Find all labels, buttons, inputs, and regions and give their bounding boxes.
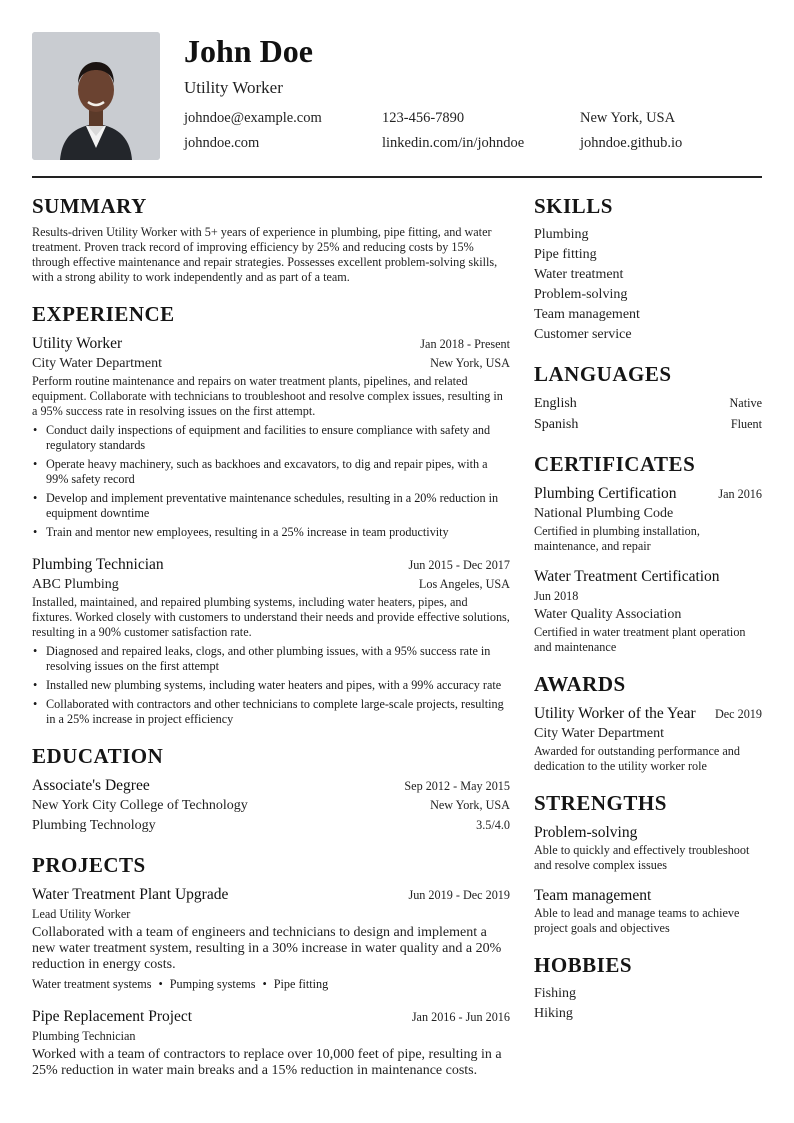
certificate-description: Certified in water treatment plant operation and maintenance (534, 625, 746, 654)
skill-item: Water treatment (534, 267, 624, 282)
hobby-item: Fishing (534, 986, 577, 1001)
language-name: English (534, 396, 577, 411)
project-tag: Water treatment systems (32, 977, 152, 991)
languages-section (534, 361, 762, 435)
language-level: Fluent (730, 417, 762, 431)
skill-item: Pipe fitting (534, 247, 597, 262)
languages-heading: LANGUAGES (534, 362, 672, 386)
strength-description: Able to quickly and effectively troubleshoot and resolve complex issues (534, 843, 750, 872)
tag-separator-icon: • (158, 977, 163, 991)
language-item (534, 393, 762, 414)
project-tag: Pipe fitting (273, 977, 329, 991)
contact-email[interactable]: johndoe@example.com (184, 110, 322, 126)
project-description: Collaborated with a team of engineers and technicians to design and implement a new water treatment system, resulting in a 30% increase in water quality and a 20% reduction in energy costs. (32, 925, 502, 972)
job-bullet: • Operate heavy machinery, such as backhoes and excavators, to dig and repair pipes, with a 99% safety record (33, 457, 488, 486)
contact-github[interactable]: johndoe.github.io (580, 135, 683, 151)
bullet-icon: • (33, 423, 38, 437)
right-column (534, 193, 762, 1040)
person-portrait-icon (32, 32, 160, 160)
strength-item (534, 822, 762, 873)
award-name: Utility Worker of the Year (534, 705, 696, 722)
education-heading: EDUCATION (32, 744, 164, 768)
job-bullet: • Train and mentor new employees, resulting in a 25% increase in team productivity (33, 525, 449, 539)
project-name: Water Treatment Plant Upgrade (32, 886, 229, 903)
education-gpa: 3.5/4.0 (476, 818, 510, 832)
award-issuer: City Water Department (534, 726, 665, 741)
strength-item (534, 885, 762, 936)
job-date: Jan 2018 - Present (420, 337, 510, 351)
certificate-item (534, 566, 762, 655)
bullet-icon: • (33, 491, 38, 505)
project-item (32, 1006, 510, 1079)
awards-heading: AWARDS (534, 672, 626, 696)
experience-item (32, 333, 510, 540)
job-bullets (32, 423, 510, 540)
job-title: Utility Worker (32, 335, 123, 352)
hobbies-heading: HOBBIES (534, 953, 633, 977)
certificate-date: Jan 2016 (718, 487, 762, 501)
contact-linkedin[interactable]: linkedin.com/in/johndoe (382, 135, 525, 151)
job-bullet: • Collaborated with contractors and other technicians to complete large-scale projects, resulting in a 25% increase in project efficiency (33, 697, 504, 726)
hobby-item: Hiking (534, 1006, 573, 1021)
language-item (534, 414, 762, 435)
certificate-description: Certified in plumbing installation, maintenance, and repair (534, 524, 700, 553)
job-bullet: • Installed new plumbing systems, including water heaters and pipes, with a 99% accuracy rate (33, 678, 502, 692)
skill-item: Customer service (534, 327, 632, 342)
project-item (32, 884, 510, 992)
project-date: Jan 2016 - Jun 2016 (411, 1010, 510, 1024)
strengths-section (534, 790, 762, 936)
projects-heading: PROJECTS (32, 853, 146, 877)
experience-section (32, 301, 510, 727)
skills-section (534, 193, 762, 345)
job-description: Perform routine maintenance and repairs on water treatment plants, pipelines, and related equipment. Collaborate with technicians to troubleshoot and resolve complex issues, resulting in a 95% success rate in resolving issues on the first attempt. (32, 374, 503, 418)
education-degree: Associate's Degree (32, 777, 150, 794)
profile-photo (32, 32, 160, 160)
contact-phone[interactable]: 123-456-7890 (382, 110, 465, 126)
header-divider (32, 176, 762, 178)
skill-item: Team management (534, 307, 640, 322)
certificates-heading: CERTIFICATES (534, 452, 696, 476)
certificate-name: Plumbing Certification (534, 485, 677, 502)
skills-heading: SKILLS (534, 194, 613, 218)
education-location: New York, USA (430, 798, 510, 812)
summary-heading: SUMMARY (32, 194, 147, 218)
job-title: Plumbing Technician (32, 556, 164, 573)
job-company: City Water Department (32, 356, 163, 371)
award-date: Dec 2019 (714, 707, 762, 721)
job-date: Jun 2015 - Dec 2017 (408, 558, 510, 572)
projects-section (32, 852, 510, 1079)
certificate-item (534, 483, 762, 554)
skill-item: Plumbing (534, 227, 589, 242)
certificate-issuer: Water Quality Association (534, 607, 682, 622)
job-bullet: • Conduct daily inspections of equipment and facilities to ensure compliance with safety and regulatory standards (33, 423, 491, 452)
candidate-title: Utility Worker (184, 78, 283, 97)
education-section (32, 743, 510, 836)
certificate-name: Water Treatment Certification (534, 568, 720, 585)
certificates-section (534, 451, 762, 655)
contact-website[interactable]: johndoe.com (184, 135, 260, 151)
project-tag: Pumping systems (169, 977, 256, 991)
bullet-icon: • (33, 697, 38, 711)
project-name: Pipe Replacement Project (32, 1008, 193, 1025)
resume-header (32, 32, 762, 160)
left-column (32, 193, 510, 1095)
experience-item (32, 554, 510, 727)
job-bullet: • Diagnosed and repaired leaks, clogs, and other plumbing issues, with a 95% success rate in resolving issues on the first attempt (33, 644, 491, 673)
strength-name: Problem-solving (534, 824, 638, 841)
bullet-icon: • (33, 644, 38, 658)
bullet-icon: • (33, 525, 38, 539)
certificate-issuer: National Plumbing Code (534, 506, 674, 521)
project-tags (32, 977, 510, 992)
job-bullet: • Develop and implement preventative maintenance schedules, resulting in a 20% reduction in equipment downtime (33, 491, 499, 520)
language-level: Native (729, 396, 762, 410)
strength-name: Team management (534, 887, 652, 904)
project-description: Worked with a team of contractors to replace over 10,000 feet of pipe, resulting in a 25% reduction in water main breaks and a 15% reduction in maintenance costs. (32, 1047, 502, 1078)
tag-separator-icon: • (262, 977, 267, 991)
job-location: Los Angeles, USA (418, 577, 510, 591)
strength-description: Able to lead and manage teams to achieve project goals and objectives (534, 906, 740, 935)
education-date: Sep 2012 - May 2015 (404, 779, 510, 793)
award-item (534, 703, 762, 774)
bullet-icon: • (33, 678, 38, 692)
project-date: Jun 2019 - Dec 2019 (408, 888, 510, 902)
candidate-name: John Doe (184, 33, 313, 69)
job-description: Installed, maintained, and repaired plumbing systems, including water heaters, pipes, and fixtures. Worked closely with customers to understand their needs and provide effective solutions, resulting in a 90% customer satisfaction rate. (32, 595, 510, 639)
language-name: Spanish (534, 417, 579, 432)
project-role: Plumbing Technician (32, 1029, 136, 1043)
strengths-heading: STRENGTHS (534, 791, 667, 815)
certificate-date: Jun 2018 (534, 589, 579, 603)
awards-section (534, 671, 762, 774)
skill-item: Problem-solving (534, 287, 628, 302)
summary-text: Results-driven Utility Worker with 5+ years of experience in plumbing, pipe fitting, and water treatment. Proven track record of improving efficiency by 25% and reducing costs by 15% through effective maintenance and repair strategies. Possesses excellent problem-solving skills, with a strong ability to work independently and as part of a team. (32, 225, 498, 284)
bullet-icon: • (33, 457, 38, 471)
job-bullets (32, 644, 510, 727)
hobbies-section (534, 952, 762, 1024)
award-description: Awarded for outstanding performance and dedication to the utility worker role (534, 744, 740, 773)
education-field: Plumbing Technology (32, 818, 156, 833)
project-role: Lead Utility Worker (32, 907, 131, 921)
experience-heading: EXPERIENCE (32, 302, 175, 326)
job-location: New York, USA (430, 356, 510, 370)
education-school: New York City College of Technology (32, 798, 248, 813)
summary-section (32, 193, 510, 285)
job-company: ABC Plumbing (32, 577, 119, 592)
contact-location: New York, USA (580, 110, 676, 126)
